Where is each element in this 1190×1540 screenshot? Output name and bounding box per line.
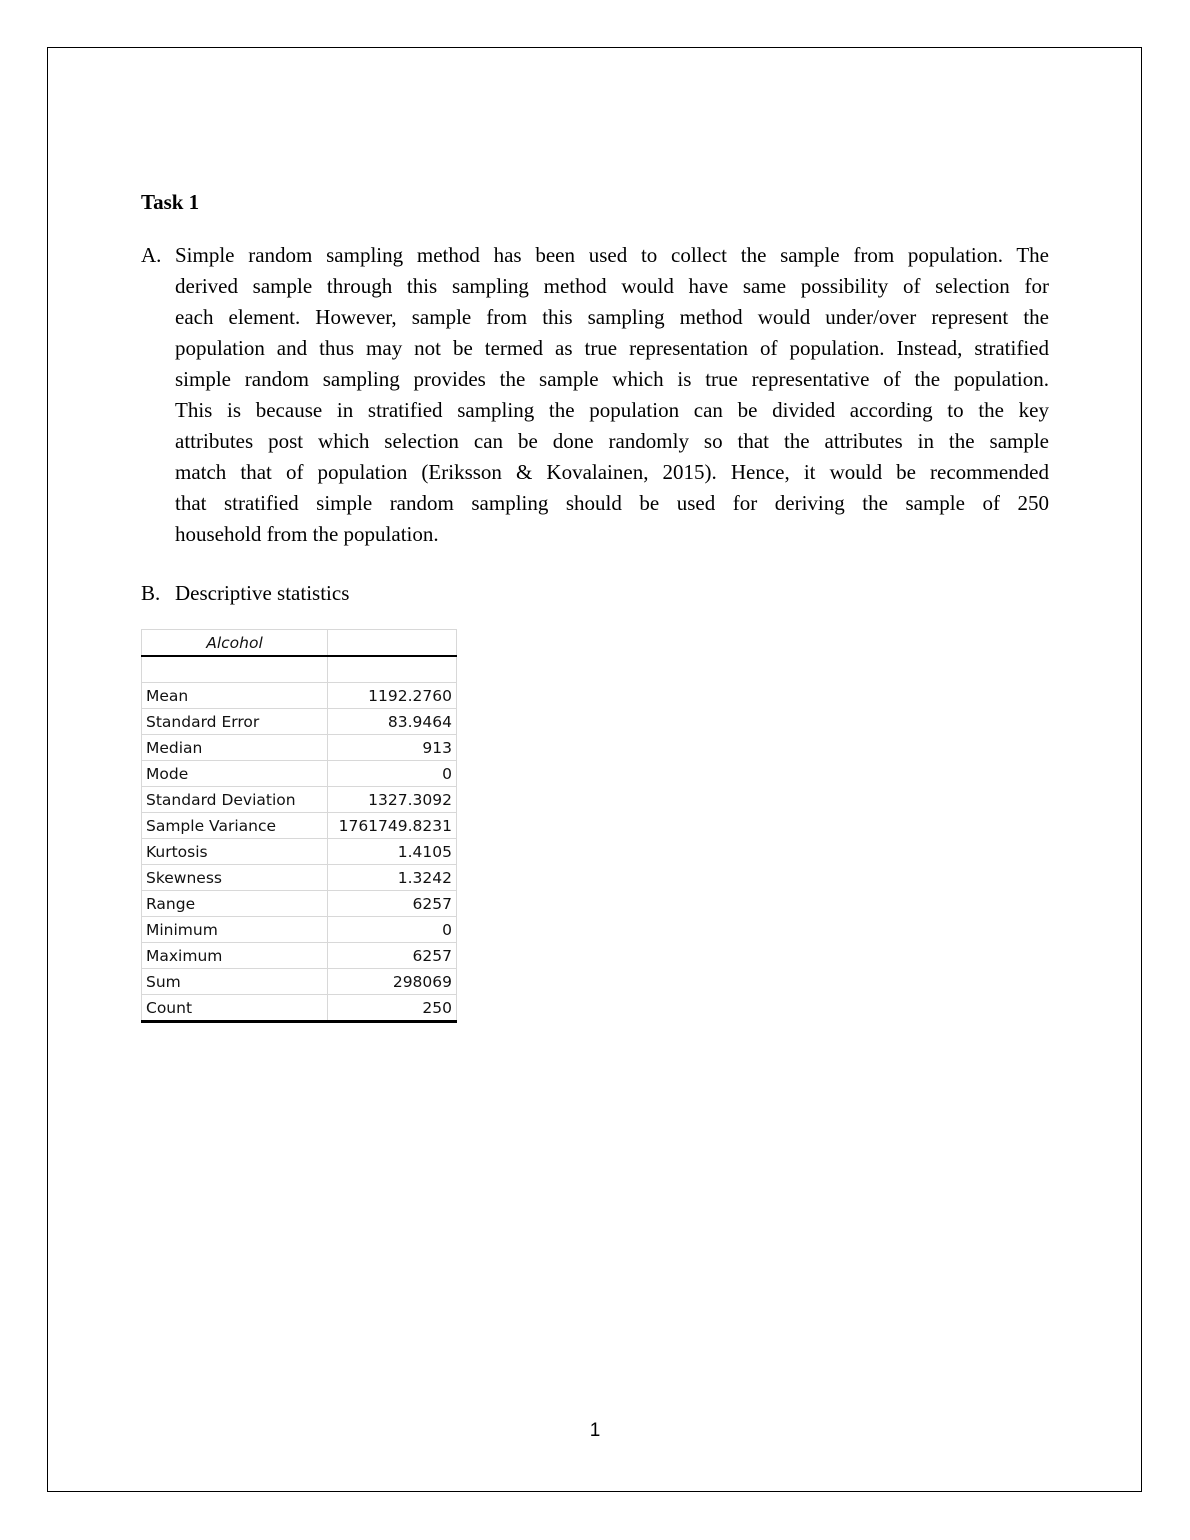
stat-value: 1327.3092	[328, 787, 457, 813]
blank-cell	[142, 656, 328, 683]
table-header-alcohol: Alcohol	[142, 630, 328, 657]
stat-label: Standard Error	[142, 709, 328, 735]
descriptive-statistics-table	[141, 629, 457, 1023]
stat-value: 1761749.8231	[328, 813, 457, 839]
table-row	[142, 735, 457, 761]
blank-cell	[328, 656, 457, 683]
stat-label: Count	[142, 995, 328, 1022]
table-header-empty	[328, 630, 457, 657]
table-row	[142, 969, 457, 995]
stat-value: 6257	[328, 891, 457, 917]
section-b-title: Descriptive statistics	[175, 581, 350, 605]
table-row	[142, 787, 457, 813]
stat-value: 83.9464	[328, 709, 457, 735]
paragraph-line: match that of population (Eriksson & Kovalainen, 2015). Hence, it would be recommended	[175, 460, 1049, 484]
stat-label: Kurtosis	[142, 839, 328, 865]
stat-value: 0	[328, 917, 457, 943]
stat-value: 250	[328, 995, 457, 1022]
stat-label: Minimum	[142, 917, 328, 943]
stat-label: Sample Variance	[142, 813, 328, 839]
paragraph-line: This is because in stratified sampling the population can be divided according to the key	[175, 398, 1049, 422]
paragraph-line: Simple random sampling method has been used to collect the sample from population. The	[175, 243, 1049, 267]
paragraph-line: simple random sampling provides the sample which is true representative of the population.	[175, 367, 1049, 391]
stat-label: Skewness	[142, 865, 328, 891]
stat-label: Mode	[142, 761, 328, 787]
table-row	[142, 917, 457, 943]
table-row	[142, 683, 457, 709]
paragraph-line: population and thus may not be termed as true representation of population. Instead, stratified	[175, 336, 1049, 360]
stat-value: 6257	[328, 943, 457, 969]
stat-label: Maximum	[142, 943, 328, 969]
table-row	[142, 865, 457, 891]
paragraph-line: derived sample through this sampling method would have same possibility of selection for	[175, 274, 1049, 298]
section-a-paragraph	[175, 240, 1049, 550]
stat-value: 1.3242	[328, 865, 457, 891]
stat-value: 913	[328, 735, 457, 761]
table-row	[142, 839, 457, 865]
paragraph-line: each element. However, sample from this sampling method would under/over represent the	[175, 305, 1049, 329]
task-heading: Task 1	[141, 190, 200, 214]
stat-label: Median	[142, 735, 328, 761]
stat-value: 1.4105	[328, 839, 457, 865]
table-row	[142, 943, 457, 969]
stat-value: 298069	[328, 969, 457, 995]
stat-label: Mean	[142, 683, 328, 709]
table-header-row	[142, 630, 457, 657]
table-row	[142, 709, 457, 735]
stat-value: 0	[328, 761, 457, 787]
stat-label: Standard Deviation	[142, 787, 328, 813]
paragraph-line: that stratified simple random sampling should be used for deriving the sample of 250	[175, 491, 1049, 515]
paragraph-line: attributes post which selection can be done randomly so that the attributes in the sample	[175, 429, 1049, 453]
stat-label: Sum	[142, 969, 328, 995]
paragraph-line: household from the population.	[175, 522, 439, 546]
table-row	[142, 891, 457, 917]
table-blank-row	[142, 656, 457, 683]
table-row	[142, 761, 457, 787]
stat-label: Range	[142, 891, 328, 917]
stat-value: 1192.2760	[328, 683, 457, 709]
page-number: 1	[589, 1420, 601, 1441]
table-row	[142, 995, 457, 1022]
section-a-marker: A.	[141, 243, 162, 267]
section-b-marker: B.	[141, 581, 161, 605]
table-row	[142, 813, 457, 839]
